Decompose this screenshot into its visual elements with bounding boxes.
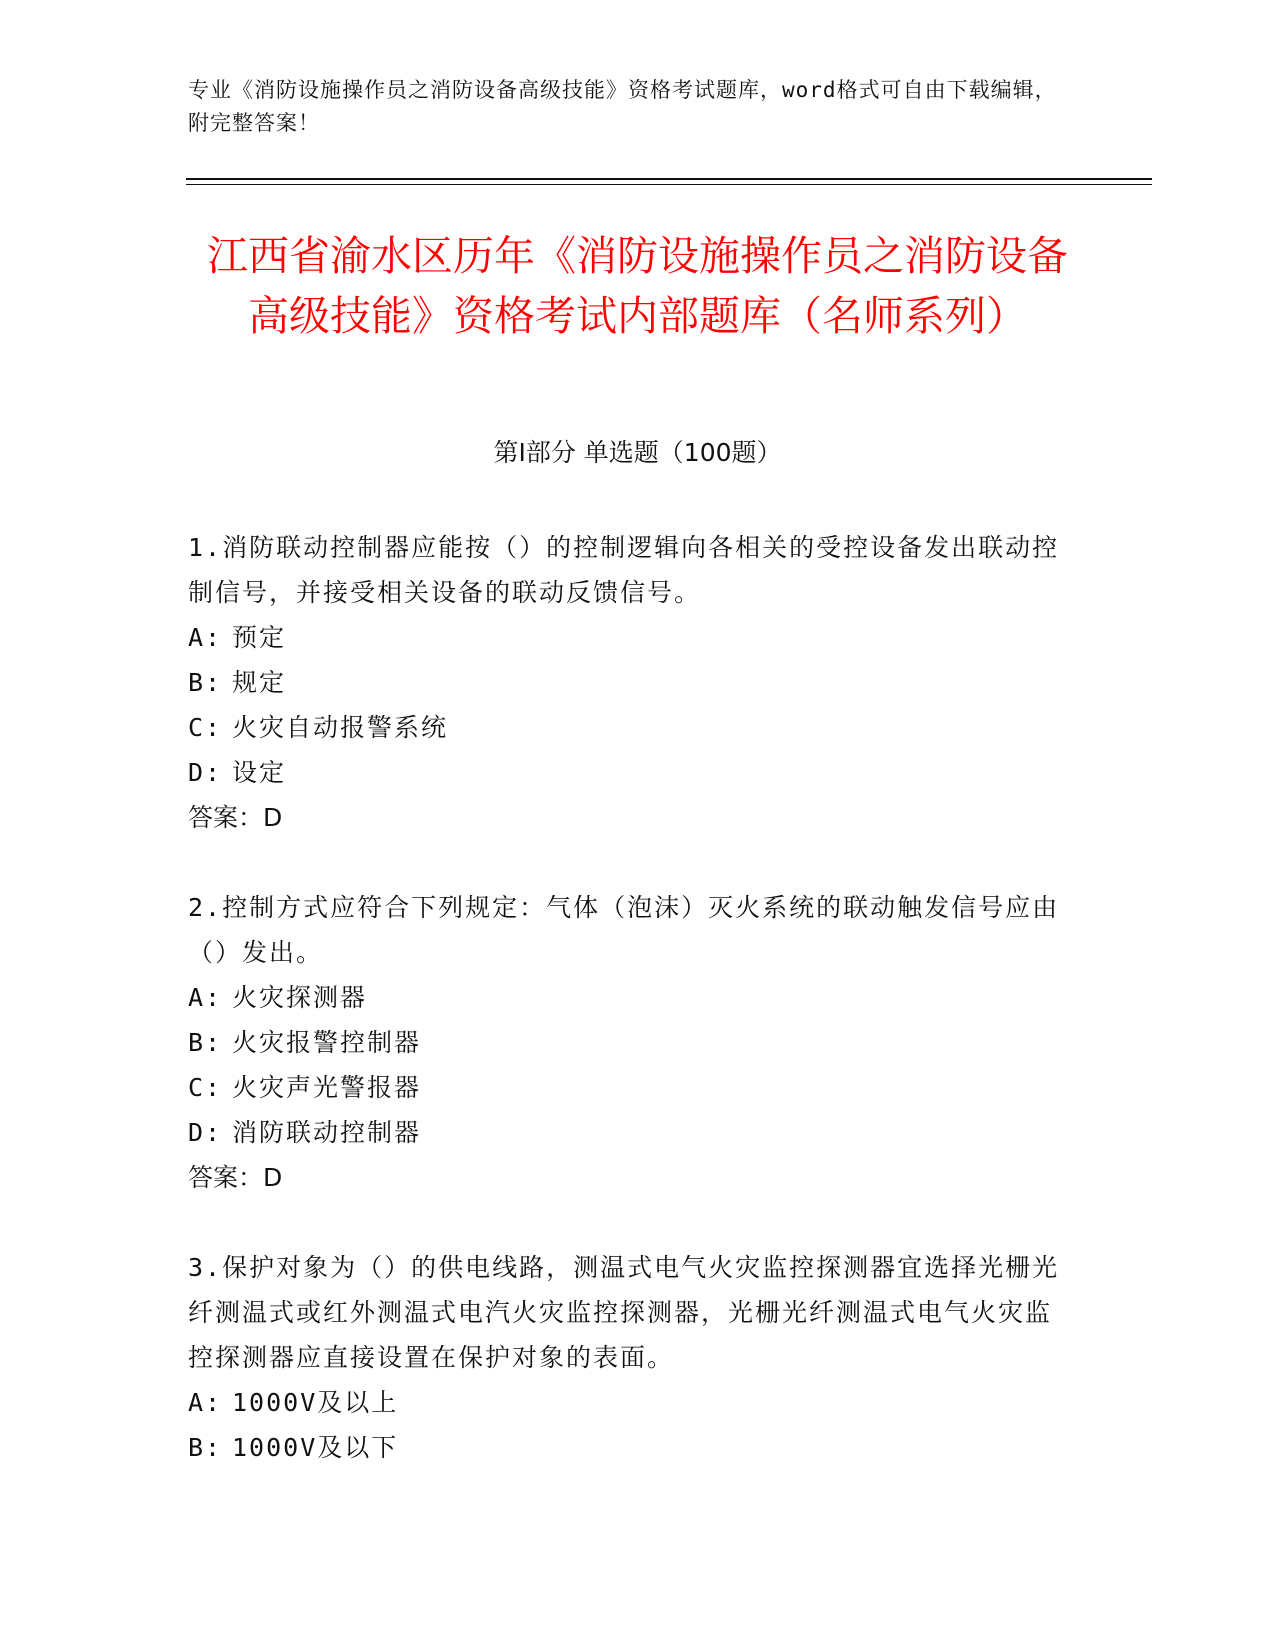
option-a: [188, 615, 1068, 660]
answer: 答案：D: [188, 1163, 283, 1192]
header-divider-thick: [186, 178, 1152, 180]
option-letter: D:: [188, 758, 223, 787]
option-text: 火灾自动报警系统: [232, 713, 449, 742]
option-d: [188, 750, 1068, 795]
option-letter: A:: [188, 983, 223, 1012]
option-text: 消防联动控制器: [232, 1118, 422, 1147]
option-letter: B:: [188, 1433, 223, 1462]
answer: 答案：D: [188, 803, 283, 832]
option-a: [188, 975, 1068, 1020]
option-text: 火灾探测器: [232, 983, 368, 1012]
option-text: 火灾报警控制器: [232, 1028, 422, 1057]
option-letter: C:: [188, 1073, 223, 1102]
question-stem: 2.控制方式应符合下列规定：气体（泡沫）灭火系统的联动触发信号应由（）发出。: [188, 893, 1060, 967]
option-letter: D:: [188, 1118, 223, 1147]
option-b: [188, 1020, 1068, 1065]
option-text: 设定: [232, 758, 287, 787]
option-text: 1000V及以下: [232, 1433, 399, 1462]
option-letter: A:: [188, 1388, 223, 1417]
option-text: 规定: [232, 668, 287, 697]
option-c: [188, 1065, 1068, 1110]
section-title: 第Ⅰ部分 单选题（100题）: [493, 438, 782, 467]
header-note: 专业《消防设施操作员之消防设备高级技能》资格考试题库，word格式可自由下载编辑，附完整答案！: [188, 78, 1057, 135]
question-2: [188, 885, 1068, 1200]
question-3: [188, 1245, 1068, 1470]
question-stem: 3.保护对象为（）的供电线路，测温式电气火灾监控探测器宜选择光栅光纤测温式或红外测温式电汽火灾监控探测器，光栅光纤测温式电气火灾监控探测器应直接设置在保护对象的表面。: [188, 1253, 1060, 1372]
option-a: [188, 1380, 1068, 1425]
question-stem: 1.消防联动控制器应能按（）的控制逻辑向各相关的受控设备发出联动控制信号，并接受相关设备的联动反馈信号。: [188, 533, 1060, 607]
option-text: 火灾声光警报器: [232, 1073, 422, 1102]
option-letter: B:: [188, 1028, 223, 1057]
option-text: 1000V及以上: [232, 1388, 399, 1417]
option-d: [188, 1110, 1068, 1155]
option-c: [188, 705, 1068, 750]
question-list: [188, 525, 1068, 1515]
question-1: [188, 525, 1068, 840]
option-b: [188, 660, 1068, 705]
option-b: [188, 1425, 1068, 1470]
option-text: 预定: [232, 623, 287, 652]
option-letter: A:: [188, 623, 223, 652]
document-title: 江西省渝水区历年《消防设施操作员之消防设备高级技能》资格考试内部题库（名师系列）: [207, 232, 1068, 340]
option-letter: C:: [188, 713, 223, 742]
option-letter: B:: [188, 668, 223, 697]
header-divider-thin: [186, 184, 1152, 185]
